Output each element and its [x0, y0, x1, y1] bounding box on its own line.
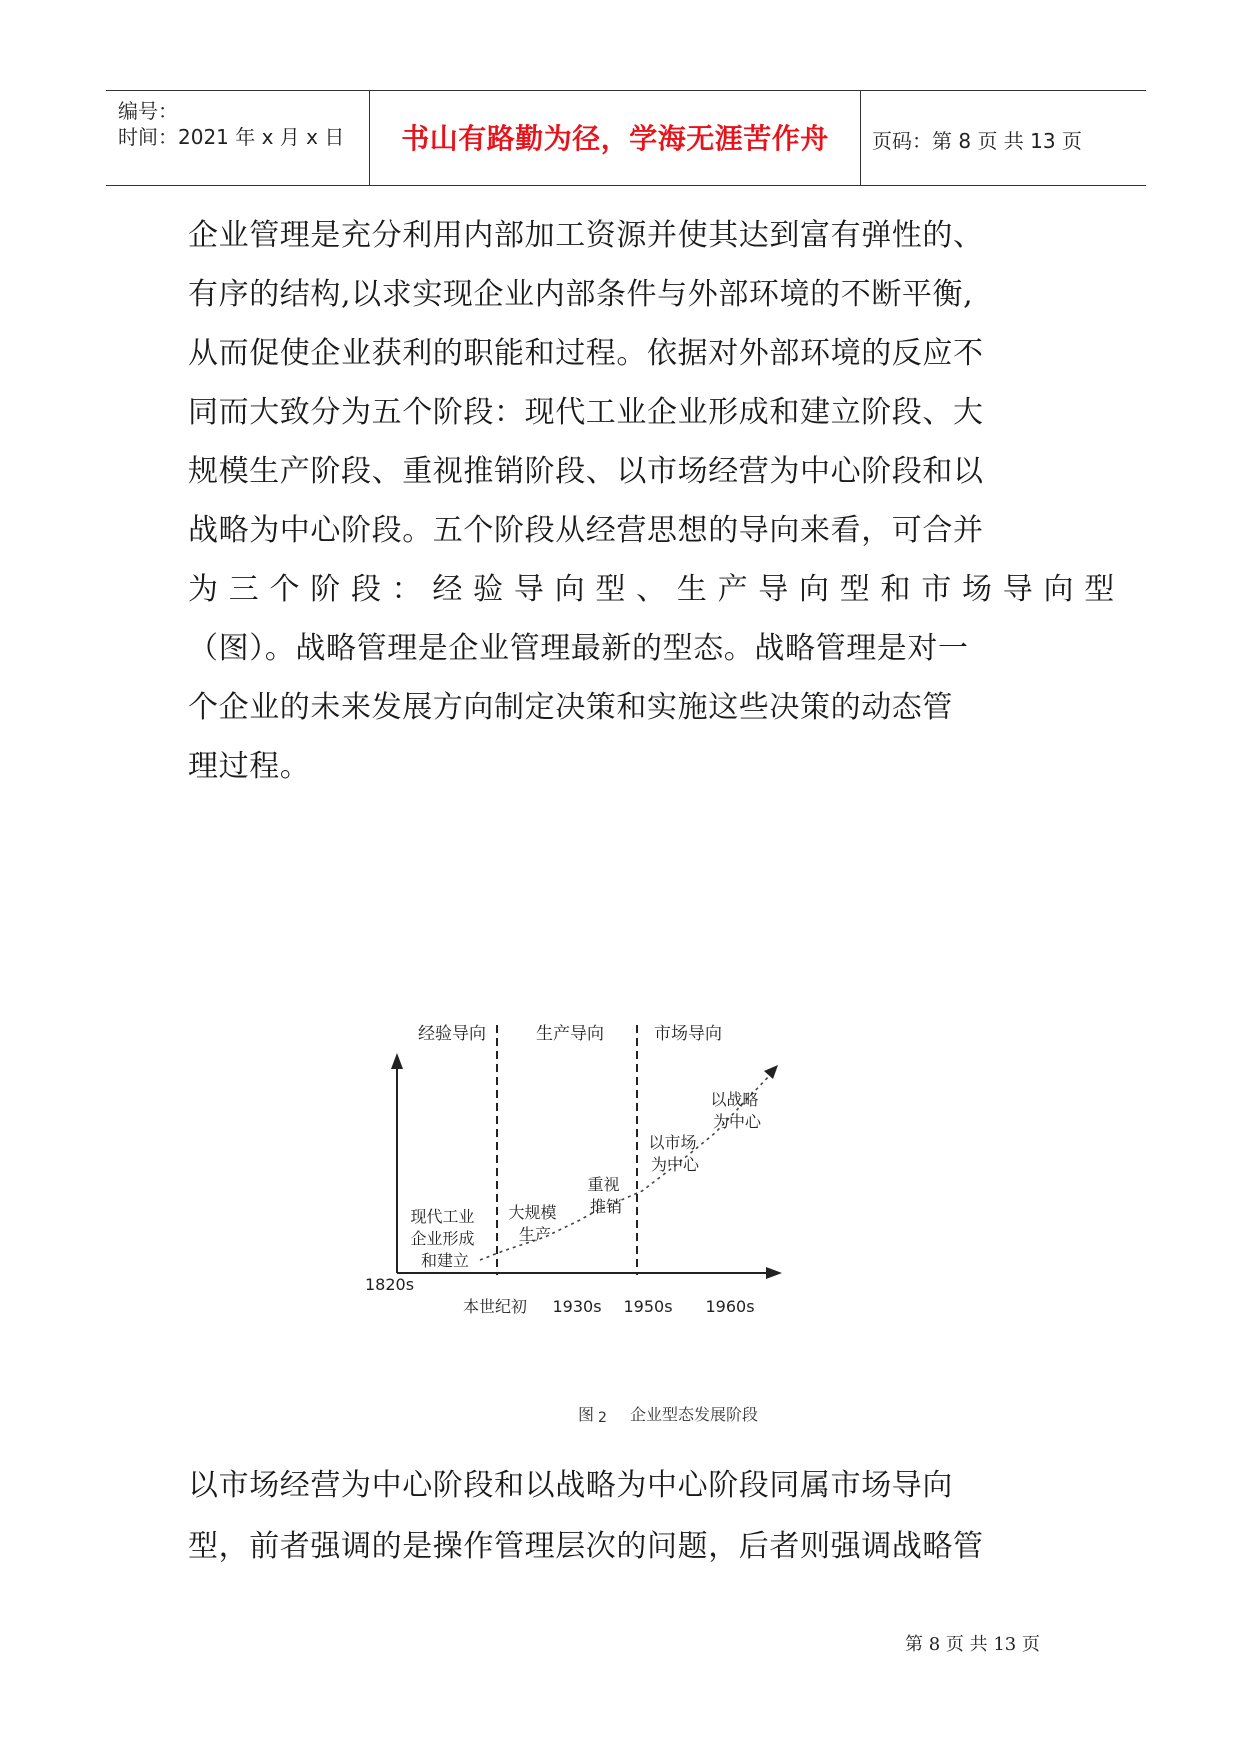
document-header — [106, 90, 1146, 186]
text-line: 有序的结构,以求实现企业内部条件与外部环境的不断平衡, — [188, 277, 974, 312]
page-footer: 第 8 页 共 13 页 — [905, 1634, 1040, 1655]
serial-label: 编号： — [118, 99, 178, 123]
figure-caption-text: 企业型态发展阶段 — [630, 1405, 759, 1424]
text-line: 企业管理是充分利用内部加工资源并使其达到富有弹性的、 — [188, 218, 984, 253]
text-line: 理过程。 — [188, 749, 311, 784]
x-tick-label: 1930s — [552, 1297, 602, 1316]
progression-arrow-icon — [764, 1065, 778, 1079]
time-label: 时间：2021 年 x 月 x 日 — [118, 125, 345, 149]
y-start-label: 1820s — [365, 1275, 415, 1294]
text-line: 从而促使企业获利的职能和过程。依据对外部环境的反应不 — [188, 336, 984, 371]
x-tick-label: 1960s — [705, 1297, 755, 1316]
stage-label: 现代工业 企业形成 和建立 — [410, 1207, 475, 1270]
text-line: 同而大致分为五个阶段：现代工业企业形成和建立阶段、大 — [188, 395, 984, 430]
header-meta — [118, 91, 368, 185]
x-axis-arrow-icon — [766, 1267, 782, 1279]
header-divider — [860, 91, 861, 185]
header-page-code: 页码：第 8 页 共 13 页 — [872, 129, 1082, 153]
text-line: 型，前者强调的是操作管理层次的问题，后者则强调战略管 — [188, 1529, 984, 1564]
orientation-label: 市场导向 — [654, 1024, 722, 1044]
stage-label: 重视 推销 — [587, 1175, 623, 1216]
text-line: 以市场经营为中心阶段和以战略为中心阶段同属市场导向 — [188, 1468, 953, 1503]
y-axis-arrow-icon — [391, 1053, 403, 1069]
orientation-label: 生产导向 — [536, 1024, 604, 1044]
x-tick-label: 1950s — [623, 1297, 673, 1316]
text-line: 个企业的未来发展方向制定决策和实施这些决策的动态管 — [188, 690, 953, 725]
stage-label: 以市场 为中心 — [648, 1133, 700, 1174]
figure-diagram — [365, 1015, 900, 1435]
stage-label: 大规模 生产 — [508, 1203, 557, 1244]
orientation-label: 经验导向 — [418, 1024, 486, 1044]
figure-caption-number: 2 — [598, 1410, 607, 1426]
stage-development-figure — [365, 1015, 900, 1435]
text-line: 为 三 个 阶 段 ： 经 验 导 向 型 、 生 产 导 向 型 和 市 场 导 向 型 — [188, 572, 1115, 607]
x-tick-label: 本世纪初 — [462, 1297, 528, 1316]
text-line: 战略为中心阶段。五个阶段从经营思想的导向来看，可合并 — [188, 513, 984, 548]
stage-label: 以战略 为中心 — [710, 1090, 762, 1131]
text-line: （图）。战略管理是企业管理最新的型态。战略管理是对一 — [188, 631, 969, 666]
header-motto: 书山有路勤为径，学海无涯苦作舟 — [401, 122, 829, 155]
figure-caption-prefix: 图 — [578, 1405, 595, 1424]
text-line: 规模生产阶段、重视推销阶段、以市场经营为中心阶段和以 — [188, 454, 984, 489]
